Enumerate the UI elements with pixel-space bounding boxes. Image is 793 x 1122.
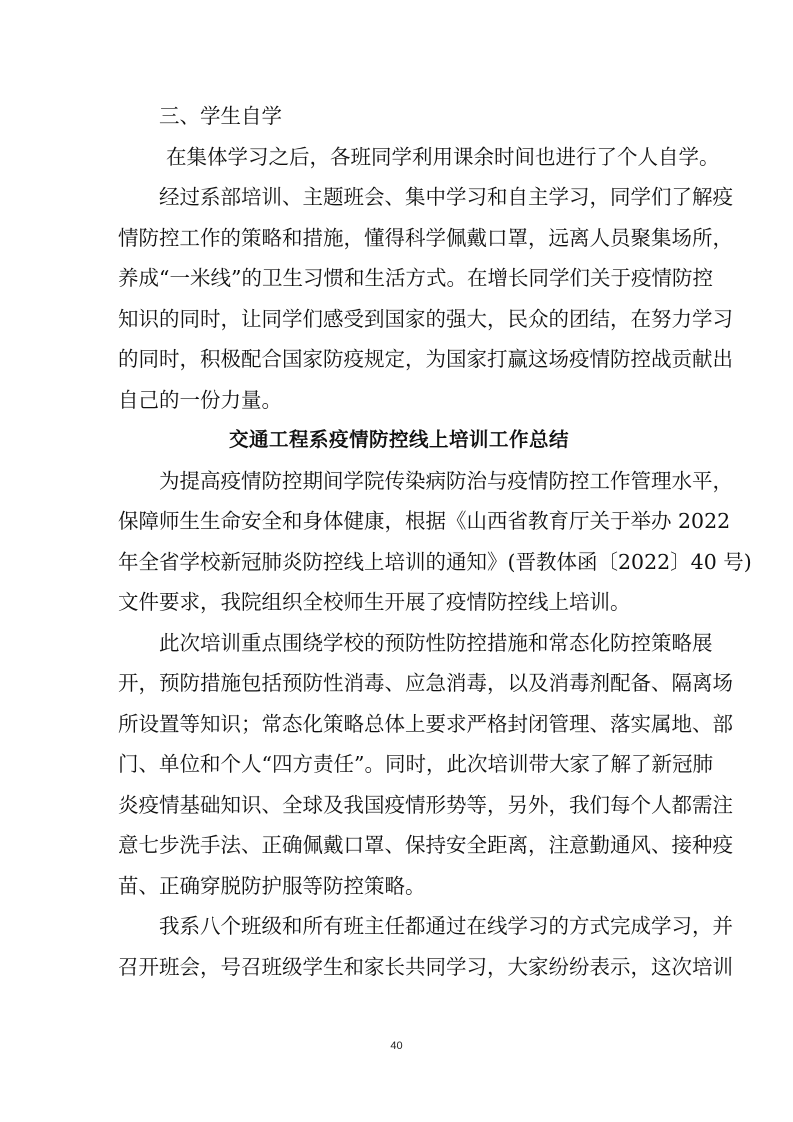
paragraph-line: 自己的一份力量。 (118, 387, 282, 412)
paragraph-line: 年全省学校新冠肺炎防控线上培训的通知》(晋教体函〔2022〕40 号) (118, 549, 752, 574)
paragraph-line: 苗、正确穿脱防护服等防控策略。 (118, 873, 426, 898)
section-heading: 三、学生自学 (159, 104, 282, 128)
paragraph-line: 此次培训重点围绕学校的预防性防控措施和常态化防控策略展 (159, 630, 713, 655)
paragraph-line: 召开班会，号召班级学生和家长共同学习，大家纷纷表示，这次培训 (118, 954, 733, 979)
paragraph-line: 养成“一米线”的卫生习惯和生活方式。在增长同学们关于疫情防控 (118, 266, 713, 290)
paragraph-class-participation (118, 906, 733, 987)
paragraph-training-purpose (118, 461, 752, 623)
paragraph-line: 保障师生生命安全和身体健康，根据《山西省教育厅关于举办 2022 (118, 509, 731, 533)
paragraph-line: 为提高疫情防控期间学院传染病防治与疫情防控工作管理水平， (159, 468, 733, 493)
paragraph-line: 经过系部培训、主题班会、集中学习和自主学习，同学们了解疫 (159, 185, 733, 209)
paragraph-line: 文件要求，我院组织全校师生开展了疫情防控线上培训。 (118, 590, 631, 614)
paragraph-line: 炎疫情基础知识、全球及我国疫情形势等，另外，我们每个人都需注 (118, 792, 733, 817)
paragraph-line: 门、单位和个人“四方责任”。同时，此次培训带大家了解了新冠肺 (118, 752, 713, 776)
page-number: 40 (390, 1040, 403, 1052)
paragraph-self-study-summary (118, 177, 733, 420)
paragraph-line: 在集体学习之后，各班同学利用课余时间也进行了个人自学。 (166, 144, 720, 169)
paragraph-line: 开，预防措施包括预防性消毒、应急消毒，以及消毒剂配备、隔离场 (118, 671, 733, 695)
paragraph-line: 的同时，积极配合国家防疫规定，为国家打赢这场疫情防控战贡献出 (118, 347, 733, 371)
paragraph-line: 情防控工作的策略和措施，懂得科学佩戴口罩，远离人员聚集场所， (118, 225, 733, 250)
paragraph-self-study-intro (118, 137, 720, 178)
article-title: 交通工程系疫情防控线上培训工作总结 (228, 428, 569, 451)
paragraph-line: 所设置等知识；常态化策略总体上要求严格封闭管理、落实属地、部 (118, 711, 733, 736)
page-content (118, 96, 752, 987)
paragraph-line: 我系八个班级和所有班主任都通过在线学习的方式完成学习，并 (159, 914, 733, 938)
paragraph-line: 知识的同时，让同学们感受到国家的强大，民众的团结，在努力学习 (118, 306, 733, 331)
paragraph-line: 意七步洗手法、正确佩戴口罩、保持安全距离，注意勤通风、接种疫 (118, 833, 733, 857)
paragraph-training-content (118, 623, 733, 907)
